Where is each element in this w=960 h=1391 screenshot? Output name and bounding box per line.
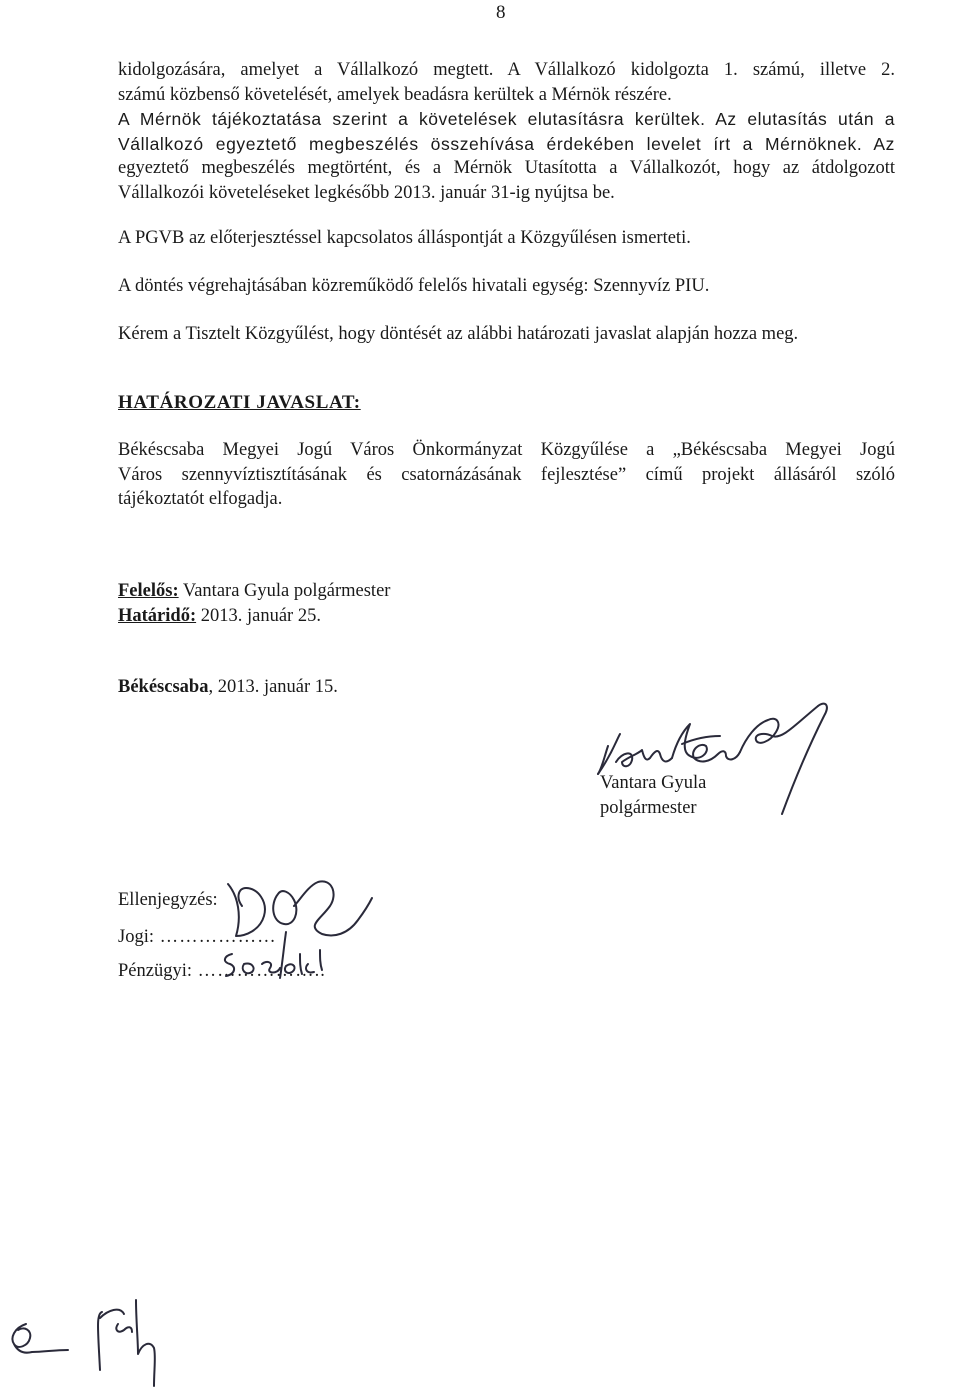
responsible-label: Felelős:	[118, 581, 179, 601]
place: Békéscsaba	[118, 677, 209, 697]
page-number: 8	[496, 2, 506, 23]
finance-label: Pénzügyi:	[118, 961, 192, 981]
paragraph-line: kidolgozására, amelyet a Vállalkozó megtett. A Vállalkozó kidolgozta 1. számú, illetve 2.	[118, 60, 895, 80]
legal-dots: ………………	[153, 927, 277, 947]
finance-signature	[210, 946, 330, 986]
signer-block	[600, 771, 706, 821]
signer-title: polgármester	[600, 798, 697, 818]
resolution-line: Város szennyvíztisztításának és csatornázásának fejlesztése” című projekt állásáról szóló	[118, 464, 895, 485]
responsible-line	[118, 581, 390, 602]
deadline-line	[118, 606, 321, 627]
resolution-heading: HATÁROZATI JAVASLAT:	[118, 392, 361, 413]
place-date	[118, 677, 338, 698]
resolution-line: tájékoztatót elfogadja.	[118, 489, 283, 509]
paragraph-line: Vállalkozói követeléseket legkésőbb 2013. január 31-ig nyújtsa be.	[118, 182, 615, 203]
body-paragraph-3: A döntés végrehajtásában közreműködő felelős hivatali egység: Szennyvíz PIU.	[118, 276, 710, 296]
responsible-value: Vantara Gyula polgármester	[178, 581, 391, 601]
body-paragraph-2: A PGVB az előterjesztéssel kapcsolatos álláspontját a Közgyűlésen ismerteti.	[118, 228, 691, 248]
finance-dots: ………………..	[192, 961, 326, 981]
paragraph-line: Vállalkozó egyeztető megbeszélés összehívása érdekében levelet írt a Mérnöknek. Az	[118, 133, 895, 154]
legal-label: Jogi:	[118, 927, 154, 947]
paragraph-line: A Mérnök tájékoztatása szerint a követelések elutasításra kerültek. Az elutasítás után a	[118, 109, 895, 129]
date: , 2013. január 15.	[208, 677, 338, 697]
countersign-label: Ellenjegyzés:	[118, 890, 218, 910]
initials-signature	[4, 1290, 184, 1390]
deadline-label: Határidő:	[118, 606, 197, 626]
deadline-value: 2013. január 25.	[196, 606, 321, 626]
signer-name: Vantara Gyula	[600, 773, 707, 793]
body-paragraph-1	[118, 58, 895, 205]
paragraph-line: számú közbenső követelését, amelyek beadásra kerültek a Mérnök részére.	[118, 84, 672, 105]
body-paragraph-4: Kérem a Tisztelt Közgyűlést, hogy döntését az alábbi határozati javaslat alapján hozza meg.	[118, 324, 799, 344]
resolution-text	[118, 438, 895, 512]
resolution-line: Békéscsaba Megyei Jogú Város Önkormányzat Közgyűlése a „Békéscsaba Megyei Jogú	[118, 440, 895, 460]
paragraph-line: egyeztető megbeszélés megtörtént, és a Mérnök Utasította a Vállalkozót, hogy az átdolgozott	[118, 158, 895, 178]
